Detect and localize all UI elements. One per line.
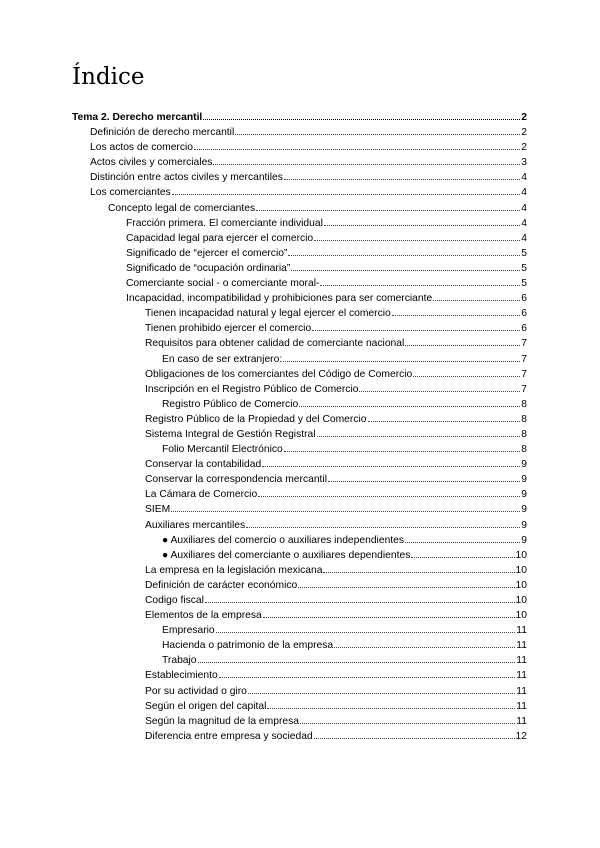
dot-leader	[312, 321, 520, 331]
toc-entry-label: En caso de ser extranjero:	[162, 353, 283, 365]
dot-leader	[194, 140, 520, 150]
toc-entry-label: Registro Público de la Propiedad y del Comercio	[145, 413, 367, 425]
toc-entry-label: Tienen prohibido ejercer el comercio	[145, 323, 312, 335]
toc-entry-label: Trabajo	[162, 655, 197, 667]
toc-entry[interactable]	[0, 125, 600, 140]
dot-leader	[298, 578, 514, 588]
dot-leader	[172, 185, 521, 195]
toc-entry-label: Codigo fiscal	[145, 595, 204, 606]
toc-entry-page-number: 6	[521, 323, 527, 335]
dot-leader	[284, 442, 521, 452]
dot-leader	[219, 668, 516, 678]
dot-leader	[262, 457, 520, 467]
toc-entry[interactable]	[0, 487, 600, 502]
toc-entry[interactable]	[0, 457, 600, 472]
toc-entry[interactable]	[0, 382, 600, 397]
toc-entry-page-number: 6	[521, 293, 527, 305]
toc-entry-label: Inscripción en el Registro Público de Comercio	[145, 383, 359, 395]
toc-entry[interactable]	[0, 608, 600, 623]
toc-entry[interactable]	[0, 502, 600, 517]
toc-entry-page-number: 7	[521, 353, 527, 365]
toc-entry-label: Folio Mercantil Electrónico	[162, 444, 283, 456]
dot-leader	[213, 155, 520, 165]
toc-entry-label: Distinción entre actos civiles y mercantiles	[90, 172, 283, 184]
dot-leader	[392, 306, 521, 316]
toc-entry-label: ● Auxiliares del comerciante o auxiliares dependientes	[162, 549, 411, 561]
toc-entry-page-number: 4	[521, 217, 527, 229]
toc-entry-label: Establecimiento	[145, 670, 218, 682]
toc-entry[interactable]	[0, 548, 600, 563]
dot-leader	[203, 110, 520, 120]
toc-entry-label: Obligaciones de los comerciantes del Código de Comercio	[145, 368, 413, 380]
toc-entry-page-number: 9	[521, 474, 527, 486]
toc-entry-page-number: 10	[515, 595, 527, 606]
toc-entry-page-number: 6	[521, 308, 527, 320]
toc-entry-page-number: 5	[521, 278, 527, 290]
toc-entry[interactable]	[0, 291, 600, 306]
toc-entry[interactable]	[0, 110, 600, 125]
toc-entry[interactable]	[0, 367, 600, 382]
dot-leader	[413, 367, 520, 377]
toc-entry-label: Concepto legal de comerciantes	[108, 202, 256, 214]
toc-entry-page-number: 8	[521, 413, 527, 425]
dot-leader	[433, 291, 520, 301]
toc-entry-label: Fracción primera. El comerciante individual	[126, 217, 323, 229]
toc-entry-page-number: 10	[515, 549, 527, 561]
dot-leader	[314, 231, 520, 241]
toc-entry-label: ● Auxiliares del comercio o auxiliares independientes	[162, 534, 405, 546]
toc-entry[interactable]	[0, 397, 600, 412]
toc-entry[interactable]	[0, 518, 600, 533]
toc-entry[interactable]	[0, 623, 600, 638]
dot-leader	[411, 548, 514, 558]
toc-entry[interactable]	[0, 533, 600, 548]
toc-entry-label: Conservar la correspondencia mercantil	[145, 474, 327, 486]
toc-entry-label: Comerciante social - o comerciante moral-	[126, 278, 320, 290]
toc-entry-page-number: 10	[515, 610, 527, 622]
toc-entry-label: Por su actividad o giro	[145, 685, 247, 697]
toc-entry-label: Empresario	[162, 625, 215, 637]
toc-entry-label: Los comerciantes	[90, 187, 171, 199]
toc-entry-page-number: 11	[516, 655, 527, 667]
dot-leader	[324, 216, 520, 226]
toc-entry[interactable]	[0, 170, 600, 185]
toc-entry-label: Diferencia entre empresa y sociedad	[145, 730, 313, 742]
toc-entry-label: Definición de derecho mercantil	[90, 127, 235, 139]
toc-entry-page-number: 11	[516, 670, 527, 682]
toc-entry-page-number: 11	[516, 625, 527, 637]
toc-entry-label: Elementos de la empresa	[145, 610, 262, 622]
dot-leader	[405, 533, 520, 543]
toc-entry[interactable]	[0, 699, 600, 714]
toc-entry[interactable]	[0, 729, 600, 744]
toc-entry-page-number: 2	[521, 112, 527, 123]
toc-entry[interactable]	[0, 442, 600, 457]
dot-leader	[246, 518, 520, 528]
toc-entry-label: Los actos de comercio	[90, 142, 194, 154]
toc-entry-label: Significado de “ocupación ordinaria”	[126, 262, 291, 274]
dot-leader	[267, 699, 515, 709]
dot-leader	[284, 170, 520, 180]
toc-entry[interactable]	[0, 155, 600, 170]
toc-entry-page-number: 8	[521, 444, 527, 456]
dot-leader	[320, 276, 520, 286]
dot-leader	[300, 714, 515, 724]
toc-entry-label: Requisitos para obtener calidad de comerciante nacional	[145, 338, 405, 350]
toc-entry-label: Tema 2. Derecho mercantil	[72, 112, 203, 123]
toc-entry[interactable]	[0, 231, 600, 246]
toc-entry-page-number: 11	[516, 685, 527, 697]
toc-entry-page-number: 7	[521, 338, 527, 350]
toc-entry-label: Sistema Integral de Gestión Registral	[145, 428, 316, 440]
dot-leader	[283, 352, 520, 362]
toc-entry-label: SIEM	[145, 504, 171, 516]
toc-entry[interactable]	[0, 261, 600, 276]
toc-entry-page-number: 8	[521, 428, 527, 440]
toc-entry-label: Significado de “ejercer el comercio”	[126, 247, 288, 259]
toc-entry-page-number: 4	[521, 202, 527, 214]
toc-entry-page-number: 5	[521, 247, 527, 259]
toc-entry[interactable]	[0, 246, 600, 261]
dot-leader	[258, 487, 520, 497]
toc-entry-page-number: 9	[521, 534, 527, 546]
dot-leader	[323, 563, 514, 573]
toc-entry[interactable]	[0, 201, 600, 216]
toc-entry[interactable]	[0, 472, 600, 487]
toc-entry[interactable]	[0, 578, 600, 593]
toc-entry-page-number: 11	[516, 715, 527, 727]
toc-entry-page-number: 11	[516, 700, 527, 712]
toc-entry-label: Conservar la contabilidad	[145, 459, 262, 471]
toc-entry[interactable]	[0, 714, 600, 729]
toc-entry-page-number: 4	[521, 172, 527, 184]
toc-entry-page-number: 3	[521, 157, 527, 169]
toc-entry-page-number: 7	[521, 383, 527, 395]
toc-entry[interactable]	[0, 412, 600, 427]
dot-leader	[171, 502, 520, 512]
page-title: Índice	[72, 64, 145, 90]
dot-leader	[368, 412, 521, 422]
toc-entry-label: Actos civiles y comerciales	[90, 157, 213, 169]
toc-entry-page-number: 7	[521, 368, 527, 380]
toc-entry-page-number: 10	[515, 564, 527, 576]
toc-entry[interactable]	[0, 336, 600, 351]
dot-leader	[288, 246, 520, 256]
toc-entry-label: Capacidad legal para ejercer el comercio	[126, 232, 314, 244]
toc-entry[interactable]	[0, 593, 600, 608]
toc-entry[interactable]	[0, 684, 600, 699]
toc-entry-label: Auxiliares mercantiles	[145, 519, 246, 531]
toc-entry[interactable]	[0, 668, 600, 683]
toc-entry-page-number: 9	[521, 489, 527, 501]
toc-entry-label: Según el origen del capital	[145, 700, 267, 712]
toc-entry-page-number: 2	[521, 127, 527, 139]
toc-entry[interactable]	[0, 427, 600, 442]
toc-entry[interactable]	[0, 276, 600, 291]
toc-entry-page-number: 4	[521, 187, 527, 199]
toc-entry-label: La Cámara de Comercio	[145, 489, 258, 501]
toc-entry[interactable]	[0, 185, 600, 200]
dot-leader	[314, 729, 515, 739]
dot-leader	[256, 201, 520, 211]
toc-entry-page-number: 9	[521, 459, 527, 471]
toc-entry[interactable]	[0, 140, 600, 155]
toc-entry-page-number: 12	[515, 730, 527, 742]
dot-leader	[263, 608, 515, 618]
dot-leader	[205, 593, 515, 603]
toc-entry-label: Registro Público de Comercio	[162, 398, 299, 410]
toc-entry-label: Según la magnitud de la empresa	[145, 715, 299, 727]
dot-leader	[216, 623, 516, 633]
dot-leader	[248, 684, 515, 694]
toc-entry-label: Hacienda o patrimonio de la empresa	[162, 640, 334, 652]
toc-entry-page-number: 11	[516, 640, 527, 652]
toc-entry[interactable]	[0, 216, 600, 231]
toc-entry-page-number: 4	[521, 232, 527, 244]
dot-leader	[359, 382, 520, 392]
dot-leader	[198, 653, 516, 663]
dot-leader	[334, 638, 515, 648]
toc-entry-label: Tienen incapacidad natural y legal ejercer el comercio	[145, 308, 391, 320]
table-of-contents	[0, 110, 600, 744]
dot-leader	[328, 472, 520, 482]
toc-entry-page-number: 10	[515, 579, 527, 591]
toc-entry-page-number: 2	[521, 142, 527, 154]
toc-entry[interactable]	[0, 653, 600, 668]
dot-leader	[291, 261, 520, 271]
dot-leader	[317, 427, 521, 437]
dot-leader	[235, 125, 520, 135]
toc-entry-label: La empresa en la legislación mexicana	[145, 564, 323, 576]
toc-entry[interactable]	[0, 563, 600, 578]
toc-entry[interactable]	[0, 352, 600, 367]
dot-leader	[299, 397, 520, 407]
toc-entry-page-number: 9	[521, 504, 527, 516]
toc-entry-label: Incapacidad, incompatibilidad y prohibiciones para ser comerciante	[126, 293, 433, 305]
toc-entry-page-number: 9	[521, 519, 527, 531]
toc-entry-page-number: 8	[521, 398, 527, 410]
toc-entry[interactable]	[0, 321, 600, 336]
toc-entry-page-number: 5	[521, 262, 527, 274]
dot-leader	[405, 336, 520, 346]
toc-entry-label: Definición de carácter económico	[145, 579, 298, 591]
toc-entry[interactable]	[0, 306, 600, 321]
toc-entry[interactable]	[0, 638, 600, 653]
